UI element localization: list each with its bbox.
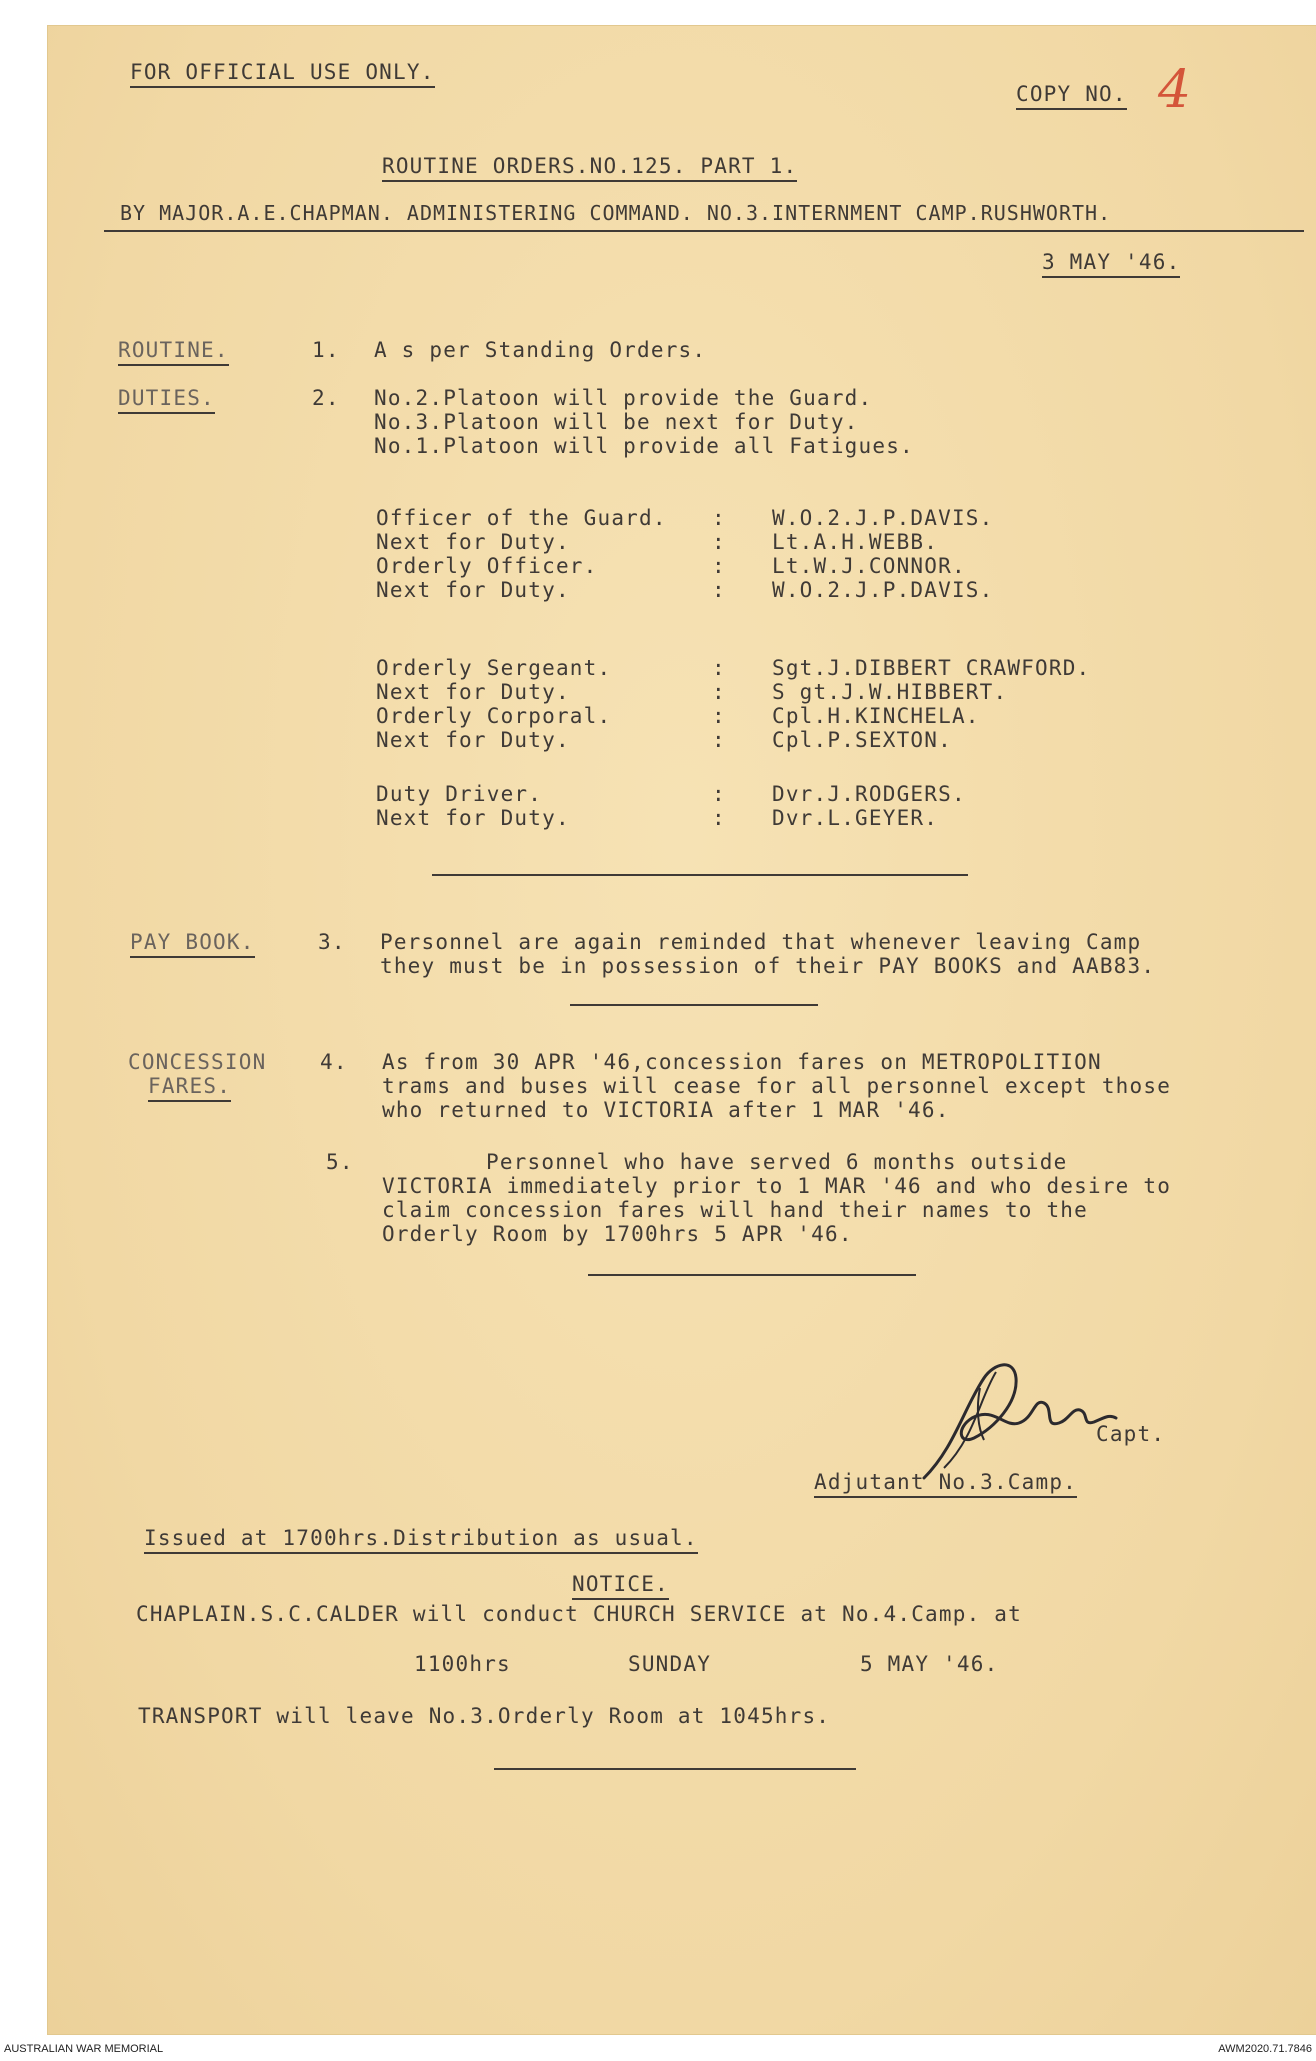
pay-book-heading: PAY BOOK. <box>130 932 255 958</box>
duties-heading: DUTIES. <box>118 388 215 414</box>
notice-line: CHAPLAIN.S.C.CALDER will conduct CHURCH SERVICE at No.4.Camp. at <box>136 1602 1022 1626</box>
roster-name: Cpl.P.SEXTON. <box>772 728 952 752</box>
issued-line: Issued at 1700hrs.Distribution as usual. <box>144 1528 698 1554</box>
signature-rank: Capt. <box>1096 1422 1166 1446</box>
roster-role: Orderly Officer. <box>376 554 598 578</box>
concession-heading: FARES. <box>148 1076 231 1102</box>
roster-name: W.O.2.J.P.DAVIS. <box>772 506 994 530</box>
roster-separator: : <box>712 806 726 830</box>
copy-number-label: COPY NO. <box>1016 84 1127 110</box>
order-date: 3 MAY '46. <box>1042 252 1180 278</box>
roster-name: Dvr.L.GEYER. <box>772 806 939 830</box>
concession-line-5: VICTORIA immediately prior to 1 MAR '46 and who desire to <box>382 1174 1172 1198</box>
routine-text: A s per Standing Orders. <box>374 338 707 362</box>
roster-separator: : <box>712 704 726 728</box>
roster-name: Cpl.H.KINCHELA. <box>772 704 980 728</box>
notice-transport: TRANSPORT will leave No.3.Orderly Room at 1045hrs. <box>138 1704 831 1728</box>
roster-separator: : <box>712 680 726 704</box>
routine-heading: ROUTINE. <box>118 340 229 366</box>
roster-role: Next for Duty. <box>376 728 570 752</box>
notice-day: SUNDAY <box>628 1652 712 1676</box>
orders-title: ROUTINE ORDERS.NO.125. PART 1. <box>382 156 797 182</box>
section-divider <box>588 1274 916 1276</box>
notice-heading: NOTICE. <box>572 1574 669 1600</box>
pay-book-line: Personnel are again reminded that whenever leaving Camp <box>380 930 1142 954</box>
roster-separator: : <box>712 578 726 602</box>
concession-line-5: claim concession fares will hand their names to the <box>382 1198 1088 1222</box>
roster-name: Lt.A.H.WEBB. <box>772 530 939 554</box>
roster-name: Sgt.J.DIBBERT CRAWFORD. <box>772 656 1091 680</box>
roster-separator: : <box>712 656 726 680</box>
by-line: BY MAJOR.A.E.CHAPMAN. ADMINISTERING COMMAND. NO.3.INTERNMENT CAMP.RUSHWORTH. <box>120 201 1112 225</box>
duties-line: No.2.Platoon will provide the Guard. <box>374 386 873 410</box>
concession-line: trams and buses will cease for all personnel except those <box>382 1074 1172 1098</box>
pay-book-number: 3. <box>318 930 346 954</box>
duties-line: No.1.Platoon will provide all Fatigues. <box>374 434 914 458</box>
roster-name: Dvr.J.RODGERS. <box>772 782 966 806</box>
roster-name: W.O.2.J.P.DAVIS. <box>772 578 994 602</box>
concession-line: who returned to VICTORIA after 1 MAR '46. <box>382 1098 950 1122</box>
copy-number-handwritten: 4 <box>1158 60 1192 120</box>
notice-date: 5 MAY '46. <box>860 1652 999 1676</box>
section-divider <box>494 1768 856 1770</box>
concession-number: 4. <box>320 1050 348 1074</box>
pay-book-line: they must be in possession of their PAY BOOKS and AAB83. <box>380 954 1156 978</box>
roster-role: Next for Duty. <box>376 530 570 554</box>
section-divider <box>432 874 968 876</box>
roster-name: Lt.W.J.CONNOR. <box>772 554 966 578</box>
archive-reference: AWM2020.71.7846 <box>1218 2043 1312 2055</box>
concession-line: As from 30 APR '46,concession fares on METROPOLITION <box>382 1050 1102 1074</box>
document-page <box>48 26 1316 2034</box>
roster-separator: : <box>712 530 726 554</box>
official-use-label: FOR OFFICIAL USE ONLY. <box>130 62 435 88</box>
roster-separator: : <box>712 728 726 752</box>
roster-role: Next for Duty. <box>376 578 570 602</box>
notice-time: 1100hrs <box>414 1652 511 1676</box>
roster-role: Officer of the Guard. <box>376 506 667 530</box>
concession-line-5: Orderly Room by 1700hrs 5 APR '46. <box>382 1222 853 1246</box>
routine-number: 1. <box>312 338 340 362</box>
roster-separator: : <box>712 554 726 578</box>
concession-heading: CONCESSION <box>128 1050 267 1074</box>
roster-role: Orderly Corporal. <box>376 704 612 728</box>
duties-number: 2. <box>312 386 340 410</box>
archive-label: AUSTRALIAN WAR MEMORIAL <box>4 2043 164 2055</box>
roster-role: Duty Driver. <box>376 782 543 806</box>
roster-role: Next for Duty. <box>376 680 570 704</box>
section-divider <box>570 1004 818 1006</box>
signature-title: Adjutant No.3.Camp. <box>814 1472 1077 1498</box>
concession-line-5: Personnel who have served 6 months outside <box>486 1150 1068 1174</box>
duties-line: No.3.Platoon will be next for Duty. <box>374 410 859 434</box>
by-line-underline <box>104 230 1304 232</box>
roster-role: Next for Duty. <box>376 806 570 830</box>
roster-role: Orderly Sergeant. <box>376 656 612 680</box>
roster-name: S gt.J.W.HIBBERT. <box>772 680 1008 704</box>
roster-separator: : <box>712 782 726 806</box>
concession-number-5: 5. <box>326 1150 354 1174</box>
roster-separator: : <box>712 506 726 530</box>
